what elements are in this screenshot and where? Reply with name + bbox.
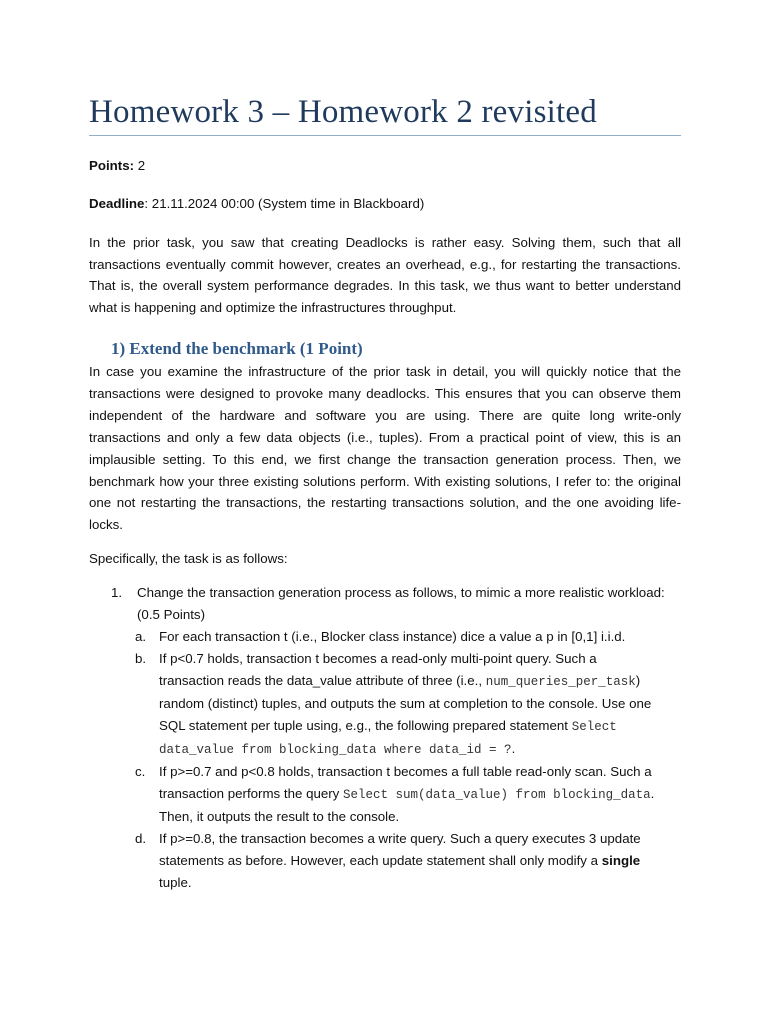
sub-marker: c. — [135, 764, 146, 779]
sub-item-b — [135, 648, 655, 761]
deadline-label: Deadline — [89, 196, 145, 211]
sub-item-d — [135, 828, 655, 894]
sub-item-text: ) random (distinct) tuples, and outputs the sum at completion to the console. Use one SQL statement per tuple using, e.g., the following prepared statement — [159, 673, 652, 733]
document-title: Homework 3 – Homework 2 revisited — [89, 94, 597, 130]
points-line — [89, 155, 681, 177]
title-underline — [89, 135, 681, 136]
inline-code: Select data_value from blocking_data where data_id = ? — [159, 720, 617, 757]
sub-item-text: . Then, it outputs the result to the console. — [159, 786, 655, 824]
list-marker: 1. — [111, 585, 123, 600]
deadline-value: : 21.11.2024 00:00 (System time in Blackboard) — [144, 196, 425, 211]
sub-item-text: If p<0.7 holds, transaction t becomes a read-only multi-point query. Such a transaction reads the data_value attribute of three (i.e., — [159, 651, 597, 688]
points-value: 2 — [134, 158, 146, 173]
sub-item-text: tuple. — [159, 875, 192, 890]
section-paragraph: In case you examine the infrastructure of the prior task in detail, you will quickly notice that the transactions were designed to provoke many deadlocks. This ensures that you can observe them independent of the hardware and software you are using. There are quite long write-only transactions and only a few data objects (i.e., tuples). From a practical point of view, this is an implausible setting. To this end, we first change the transaction generation process. Then, we benchmark how your three existing solutions perform. With existing solutions, I refer to: the original one not restarting the transactions, the restarting transactions solution, and the one avoiding life-locks. — [89, 364, 681, 533]
task-list — [111, 582, 681, 894]
intro-paragraph: In the prior task, you saw that creating Deadlocks is rather easy. Solving them, such that all transactions eventually commit however, creates an overhead, e.g., for restarting the transactions. That is, the overall system performance degrades. In this task, we thus want to better understand what is happening and optimize the infrastructures throughput. — [89, 235, 681, 315]
sub-item-text: If p>=0.8, the transaction becomes a write query. Such a query executes 3 update statements as before. However, each update statement shall only modify a — [159, 831, 641, 868]
specifically-line: Specifically, the task is as follows: — [89, 551, 288, 566]
sub-item-text: . — [511, 741, 516, 756]
deadline-line — [89, 193, 681, 215]
list-item: Change the transaction generation process as follows, to mimic a more realistic workload: (0.5 Points) — [137, 585, 665, 622]
inline-code: Select sum(data_value) from blocking_data — [343, 788, 651, 802]
sub-item-a — [135, 626, 655, 648]
sub-marker: a. — [135, 629, 147, 644]
sub-marker: b. — [135, 651, 147, 666]
sub-item-c — [135, 761, 655, 828]
inline-code: num_queries_per_task — [485, 675, 636, 689]
sub-marker: d. — [135, 831, 147, 846]
points-label: Points: — [89, 158, 135, 173]
emphasis: single — [601, 853, 641, 868]
sub-item-text: If p>=0.7 and p<0.8 holds, transaction t becomes a full table read-only scan. Such a transaction performs the query — [159, 764, 652, 801]
section-heading: 1) Extend the benchmark (1 Point) — [111, 339, 363, 358]
sub-item-text: For each transaction t (i.e., Blocker class instance) dice a value a p in [0,1] i.i.d. — [159, 629, 626, 644]
